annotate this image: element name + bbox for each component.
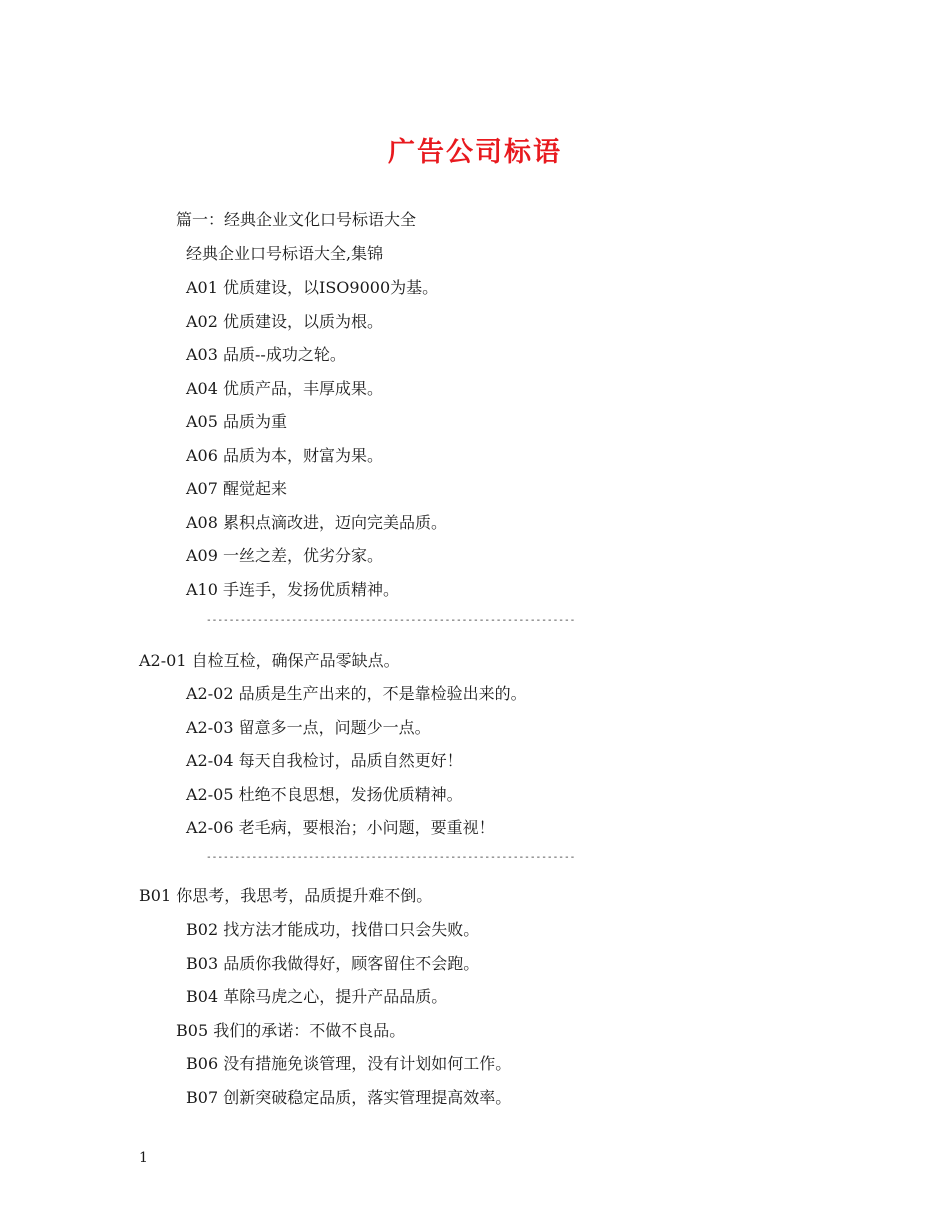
slogan-line: A09 一丝之差，优劣分家。 <box>186 546 384 565</box>
page-number: 1 <box>139 1150 148 1166</box>
separator-line: ----------------------------------------------------------------- <box>206 615 576 626</box>
slogan-line: A2-03 留意多一点，问题少一点。 <box>186 718 431 737</box>
slogan-line: A05 品质为重 <box>186 412 288 431</box>
slogan-line: A2-02 品质是生产出来的，不是靠检验出来的。 <box>186 684 527 703</box>
slogan-line: A01 优质建设，以ISO9000为基。 <box>186 278 439 297</box>
slogan-line: A04 优质产品，丰厚成果。 <box>186 379 384 398</box>
slogan-line: A02 优质建设，以质为根。 <box>186 312 384 331</box>
slogan-line: A10 手连手，发扬优质精神。 <box>186 580 400 599</box>
section-heading: 篇一：经典企业文化口号标语大全 <box>176 210 417 229</box>
slogan-line: B07 创新突破稳定品质，落实管理提高效率。 <box>186 1088 512 1107</box>
slogan-line: A03 品质--成功之轮。 <box>186 345 346 364</box>
separator-line: ----------------------------------------------------------------- <box>206 852 576 863</box>
slogan-line: A07 醒觉起来 <box>186 479 288 498</box>
slogan-line: B05 我们的承诺：不做不良品。 <box>176 1021 406 1040</box>
slogan-line: A08 累积点滴改进，迈向完美品质。 <box>186 513 448 532</box>
slogan-line: B06 没有措施免谈管理，没有计划如何工作。 <box>186 1054 512 1073</box>
slogan-line: A2-06 老毛病，要根治；小问题，要重视！ <box>186 818 495 837</box>
slogan-line: B01 你思考，我思考，品质提升难不倒。 <box>139 886 433 905</box>
slogan-line: A06 品质为本，财富为果。 <box>186 446 384 465</box>
slogan-line: A2-01 自检互检，确保产品零缺点。 <box>139 651 400 670</box>
section-subheading: 经典企业口号标语大全,集锦 <box>186 244 384 263</box>
document-title: 广告公司标语 <box>388 137 562 168</box>
slogan-line: B04 革除马虎之心，提升产品品质。 <box>186 987 448 1006</box>
slogan-line: A2-04 每天自我检讨，品质自然更好！ <box>186 751 463 770</box>
slogan-line: A2-05 杜绝不良思想，发扬优质精神。 <box>186 785 463 804</box>
slogan-line: B02 找方法才能成功，找借口只会失败。 <box>186 920 480 939</box>
slogan-line: B03 品质你我做得好，顾客留住不会跑。 <box>186 954 480 973</box>
